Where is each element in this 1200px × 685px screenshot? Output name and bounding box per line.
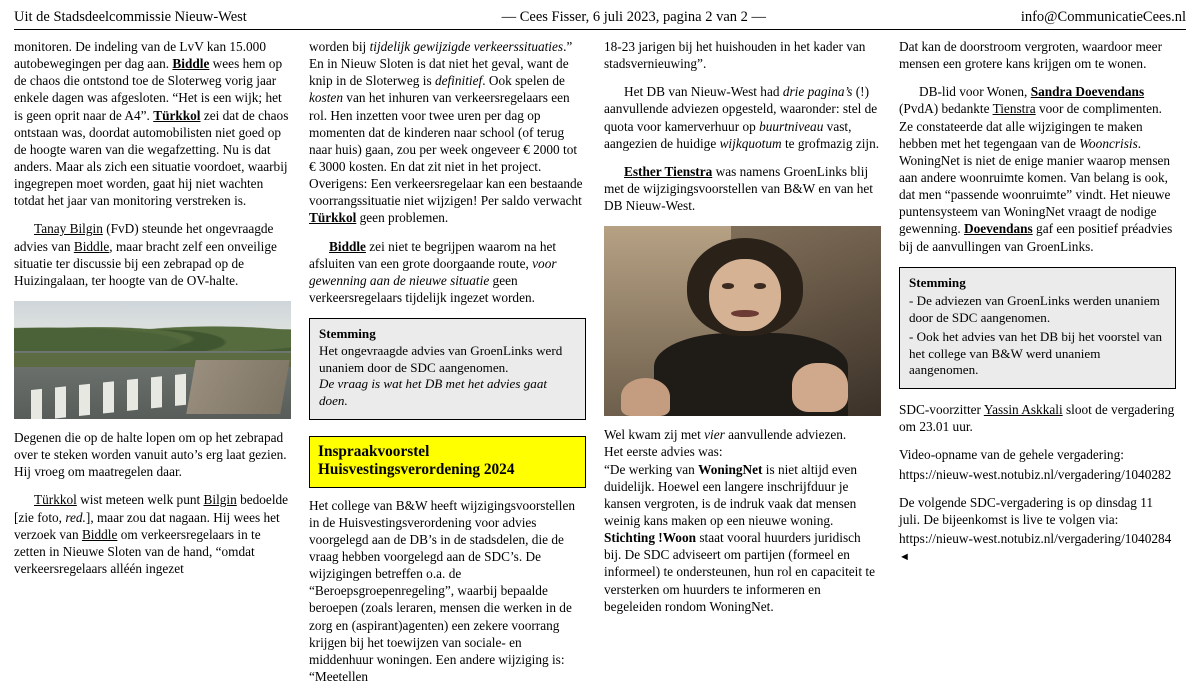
paragraph: Het college van B&W heeft wijzigingsvoorstellen in de Huisvestingsverordening voor advies voorgelegd aan de DB’s in de stadsdelen, die de vraag hebben voorgelegd aan de SDC’s. De wijzigingen betreffen o.a. de “Beroepsgroepenregeling”, waarbij bepaalde beroepen (zoals leraren, mensen die werken in de zorg en (aspirant)agenten) een zekere voorrang krijgen bij het toewijzen van sociale- en middenhuur woningen. Een andere wijziging is: “Meetellen	[309, 497, 575, 684]
paragraph	[14, 220, 291, 289]
paragraph: De volgende SDC-vergadering is op dinsdag 11 juli. De bijeenkomst is live te volgen via:	[899, 494, 1154, 527]
text-run: is niet altijd even duidelijk. Hoewel een langere inschrijfduur je kansen vergroten, is de indruk vaak dat mensen weinig kans maken op een nieuwe woning.	[604, 461, 857, 528]
person-esther-tienstra: Esther Tienstra	[624, 163, 713, 179]
photo-person-eye-left	[722, 283, 734, 289]
text-run: “De werking van	[604, 461, 699, 477]
person-biddle: Biddle	[329, 238, 366, 254]
text-run: om verkeersregelaars in te zetten in Nieuwe Sloten van de hand, “omdat verkeersregelaars alléén ingezet	[14, 526, 261, 576]
column-3	[604, 38, 881, 633]
editor-note: red.	[65, 509, 86, 525]
paragraph	[604, 529, 881, 615]
paragraph	[604, 163, 881, 214]
text-run: aanvullende adviezen.	[724, 427, 847, 443]
text-run: , maar bracht zelf een onveilige situatie ter discussie bij een zebrapad op de Huizingalaan, ter hoogte van de OV-halte.	[14, 238, 277, 288]
masthead-center: — Cees Fisser, 6 juli 2023, pagina 2 van 2 —	[501, 9, 767, 25]
text-run: vast, aangezien de huidige	[604, 118, 852, 151]
emphasis: wijkquotum	[719, 135, 782, 151]
person-biddle: Biddle	[81, 526, 118, 542]
text-run: te grofmazig zijn.	[781, 135, 880, 151]
text-run: (PvdA) bedankte	[899, 101, 993, 117]
esther-tienstra-photo	[604, 226, 881, 416]
org-woningnet: WoningNet	[698, 461, 763, 477]
text-run: monitoren. De indeling van de LvV kan 15.000 autobewegingen per dag aan.	[14, 39, 266, 72]
paragraph: Dat kan de doorstroom vergroten, waardoor meer mensen een grotere kans krijgen om te wonen.	[899, 39, 1163, 72]
text-run: (!) aanvullende adviezen opgesteld, waaronder: stel de quota voor kamerverhuur op	[604, 84, 878, 134]
list-item: - De adviezen van GroenLinks werden unaniem door de SDC aangenomen.	[909, 293, 1160, 326]
article-columns	[14, 38, 1186, 684]
person-sandra-doevendans: Sandra Doevendans	[1030, 84, 1145, 100]
column-2	[309, 38, 586, 684]
person-turkkol: Türkkol	[153, 107, 201, 123]
photo-trees	[14, 315, 291, 355]
paragraph: 18-23 jarigen bij het huishouden in het kader van stadsvernieuwing”.	[604, 39, 866, 72]
text-run: van het inhuren van verkeersregelaars een rol. Hen inzetten voor twee uren per dag op momenten dat de kinderen naar school (of terug naar huis) gaan, zou per week ongeveer € 2000 tot € 3000 kosten. En dat zit niet in het project. Overigens: Een verkeersregelaar kan een bestaande voorrangssituatie niet wijzigen! Per saldo verwacht	[309, 90, 583, 209]
column-1	[14, 38, 291, 633]
person-tienstra: Tienstra	[992, 101, 1036, 117]
text-run: bedoelde [zie foto,	[14, 492, 289, 525]
text-run: geen verkeersregelaars tijdelijk ingezet worden.	[309, 272, 535, 305]
voting-box-title: Stemming	[319, 326, 376, 342]
text-run: staat vooral huurders juridisch bij. De SDC adviseert om partijen (formeel en informeel) te ondersteunen, hun rol en capaciteit te versterken om huurders te informeren en begeleiden rondom WoningNet.	[604, 530, 875, 614]
person-turkkol: Türkkol	[34, 492, 77, 508]
voting-box	[899, 267, 1176, 390]
column-4	[899, 38, 1176, 633]
person-doevendans: Doevendans	[964, 221, 1033, 237]
text-run: wees hem op de chaos die ontstond toe de Sloterweg vorig jaar enkele dagen was afgesloten. “Het is een wijk; het is geen oprit naar de A4”.	[14, 56, 283, 123]
meeting-video-link[interactable]: https://nieuw-west.notubiz.nl/vergadering/1040282	[899, 466, 1172, 482]
paragraph: Video-opname van de gehele vergadering:	[899, 447, 1124, 463]
voting-box-note: De vraag is wat het DB met het advies gaat doen.	[319, 376, 548, 409]
text-run: zei dat de chaos ontstaan was, doordat automobilisten niet goed op de hoogte waren van die wegafzetting. Nu is dat anders. Maar als zich een situatie voordoet, waarbij ingegrepen moet worden, gaat hij niet wachten totdat het jaar van monitoring verstreken is.	[14, 107, 289, 209]
paragraph	[899, 83, 1176, 254]
text-run: SDC-voorzitter	[899, 402, 984, 418]
paragraph	[604, 461, 881, 530]
text-run: was namens GroenLinks blij met de wijzigingsvoorstellen van B&W en van het DB Nieuw-West.	[604, 163, 873, 214]
paragraph	[14, 491, 291, 577]
link-text[interactable]: https://nieuw-west.notubiz.nl/vergadering/1040284	[899, 531, 1172, 547]
org-stichting-woon: Stichting !Woon	[604, 530, 696, 546]
list-item: - Ook het advies van het DB bij het voorstel van het college van B&W werd unaniem aangenomen.	[909, 328, 1163, 378]
photo-person-hand-right	[792, 363, 847, 412]
emphasis: vier	[704, 427, 725, 443]
photo-person-hand-left	[621, 378, 671, 416]
heading-line-1: Inspraakvoorstel	[318, 442, 430, 460]
masthead	[14, 0, 1186, 30]
voting-box-line: Het ongevraagde advies van GroenLinks werd unaniem door de SDC aangenomen.	[319, 342, 563, 375]
triangle-marker-icon: ◄	[899, 551, 910, 564]
text-run: sloot de vergadering om 23.01 uur.	[899, 402, 1175, 435]
text-run: . WoningNet is niet de enige manier waarop mensen aan andere woonruimte komen. Van belang is ook, dat men “passende woonruimte” vindt. Het nieuwe puntensysteem van WoningNet vraagt de nodige gewenning.	[899, 135, 1171, 237]
section-heading-highlight	[309, 436, 586, 488]
next-meeting-link[interactable]	[899, 530, 1176, 564]
person-tanay-bilgin: Tanay Bilgin	[34, 221, 103, 237]
text-run: ], maar zou dat nagaan. Hij wees het verzoek van	[14, 509, 280, 542]
text-run: zei niet te begrijpen waarom na het afsluiten van een grote doorgaande route,	[309, 238, 557, 271]
masthead-left: Uit de Stadsdeelcommissie Nieuw-West	[14, 9, 247, 25]
person-turkkol: Türkkol	[309, 210, 357, 226]
emphasis: buurtniveau	[759, 118, 824, 134]
paragraph	[899, 401, 1176, 435]
photo-person-face	[709, 259, 781, 331]
voting-box-title: Stemming	[909, 274, 966, 290]
paragraph: Het eerste advies was:	[604, 444, 723, 460]
voting-box	[309, 318, 586, 420]
heading-line-2: Huisvestingsverordening 2024	[318, 461, 515, 479]
text-run: .” En in Nieuw Sloten is dat niet het geval, want de knip in de Sloterweg is	[309, 39, 573, 89]
emphasis: kosten	[309, 90, 343, 106]
person-bilgin: Bilgin	[203, 492, 237, 508]
paragraph	[604, 83, 881, 152]
text-run: wist meteen welk punt	[76, 492, 204, 508]
text-run: geen problemen.	[356, 210, 449, 226]
paragraph	[309, 38, 586, 227]
paragraph	[604, 426, 881, 443]
text-run: Het DB van Nieuw-West had	[624, 84, 783, 100]
text-run: gaf een positief préadvies bij de aanvullingen van GroenLinks.	[899, 221, 1173, 254]
text-run: Wel kwam zij met	[604, 427, 705, 443]
photo-person-eye-right	[754, 283, 766, 289]
text-run: worden bij	[309, 39, 370, 54]
person-biddle: Biddle	[73, 238, 110, 254]
emphasis: Wooncrisis	[1079, 135, 1138, 151]
street-crossing-photo	[14, 301, 291, 419]
voting-box-list	[909, 293, 1166, 379]
emphasis: drie pagina’s	[782, 84, 853, 100]
emphasis: definitief	[434, 73, 483, 89]
text-run: voor de complimenten. Ze constateerde dat alle wijzigingen te maken hebben met het tegengaan van de	[899, 101, 1162, 151]
text-run: DB-lid voor Wonen,	[919, 84, 1031, 100]
person-biddle: Biddle	[172, 56, 210, 72]
paragraph: Degenen die op de halte lopen om op het zebrapad over te steken worden vanuit auto’s erg laat gezien. Hij vroeg om maatregelen daar.	[14, 429, 287, 480]
paragraph	[14, 38, 291, 209]
emphasis: voor gewenning aan de nieuwe situatie	[309, 255, 557, 288]
person-yassin-askkali: Yassin Askkali	[983, 402, 1063, 418]
text-run: . Ook spelen de	[482, 73, 565, 89]
paragraph	[309, 238, 586, 307]
emphasis: tijdelijk gewijzigde verkeerssituaties	[369, 39, 564, 54]
text-run: (FvD) steunde het ongevraagde advies van	[14, 221, 274, 254]
masthead-right[interactable]: info@CommunicatieCees.nl	[1020, 9, 1186, 25]
photo-sidewalk	[187, 360, 291, 414]
